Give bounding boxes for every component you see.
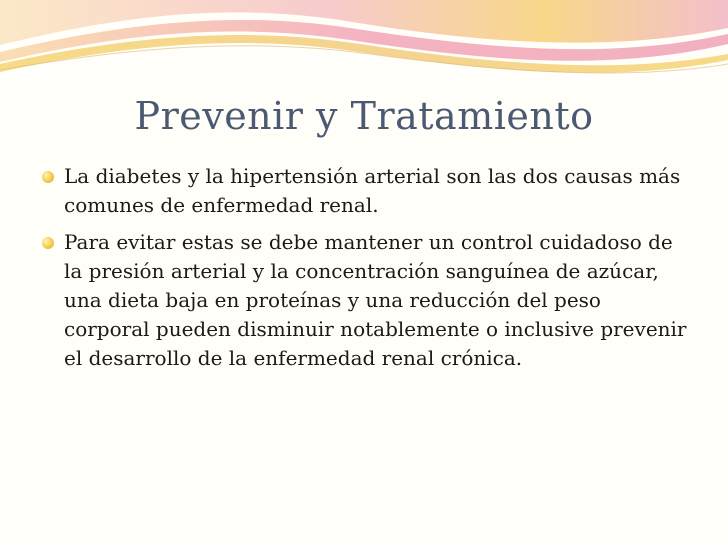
gold-circle-bullet-icon xyxy=(42,171,54,183)
bullet-text: La diabetes y la hipertensión arterial son las dos causas más comunes de enfermedad renal. xyxy=(64,164,681,217)
bullet-item xyxy=(0,162,728,220)
gold-circle-bullet-icon xyxy=(42,237,54,249)
header-wave-decoration xyxy=(0,0,728,92)
bullet-list xyxy=(0,162,728,381)
bullet-text: Para evitar estas se debe mantener un control cuidadoso de la presión arterial y la concentración sanguínea de azúcar, una dieta baja en proteínas y una reducción del peso corporal pueden disminuir notablemente o inclusive prevenir el desarrollo de la enfermedad renal crónica. xyxy=(64,230,687,370)
slide-title: Prevenir y Tratamiento xyxy=(134,94,594,138)
bullet-item xyxy=(0,228,728,373)
